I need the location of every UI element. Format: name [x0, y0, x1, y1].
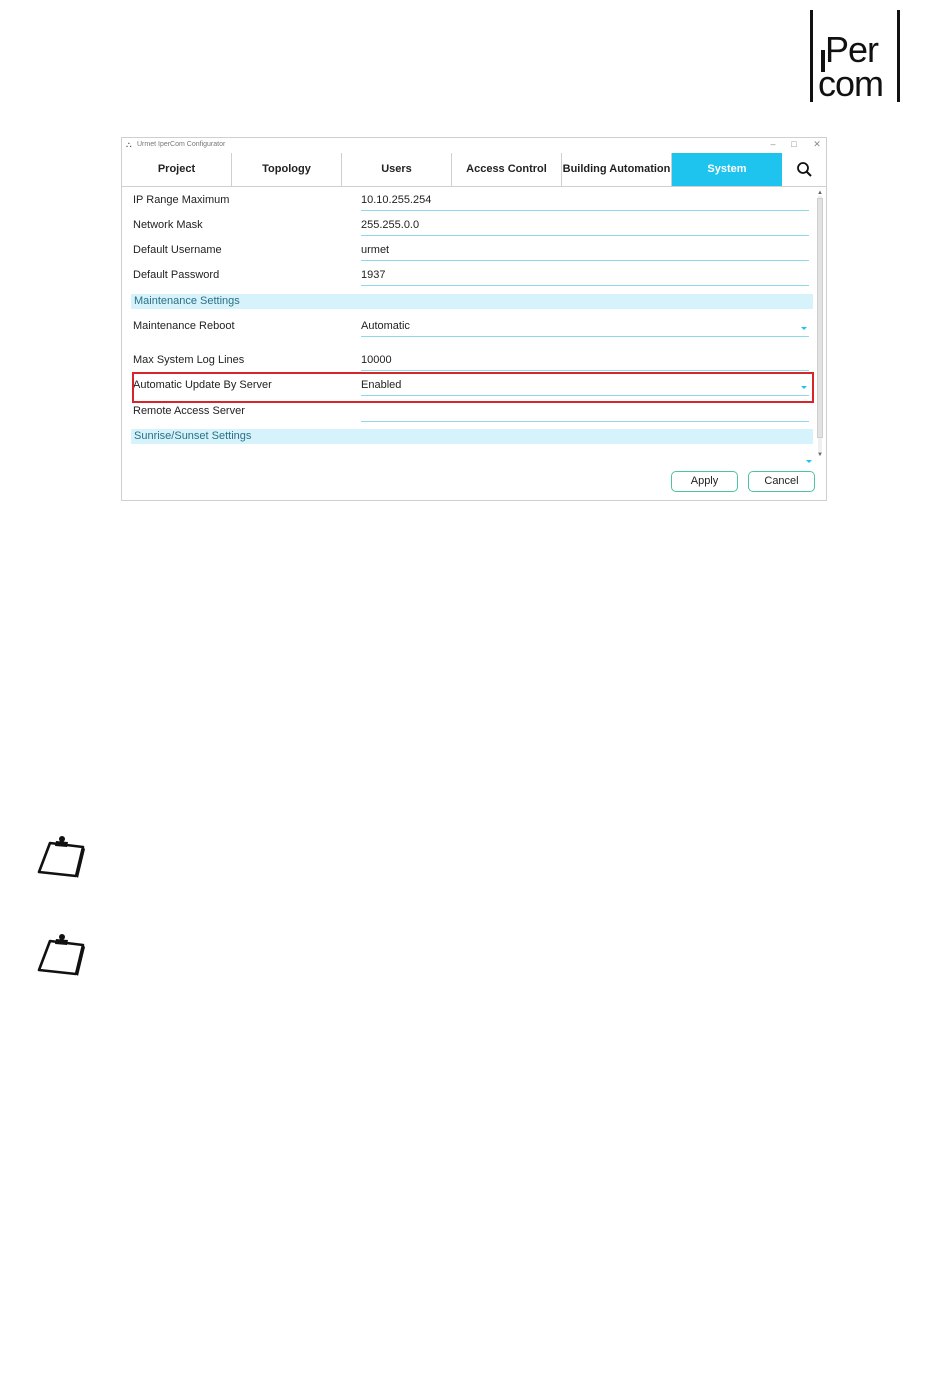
app-icon: ⛬ [126, 140, 132, 149]
max-log-lines-label: Max System Log Lines [133, 354, 245, 366]
configurator-window [121, 137, 827, 501]
logo-text-com: com [818, 63, 884, 104]
apply-button[interactable]: Apply [671, 471, 738, 492]
default-username-label: Default Username [133, 244, 222, 256]
scroll-thumb[interactable] [817, 198, 823, 438]
remote-access-server-label: Remote Access Server [133, 405, 245, 417]
maintenance-reboot-select[interactable] [361, 320, 809, 337]
row-network-mask [133, 215, 813, 237]
default-password-input[interactable]: 1937 [361, 269, 809, 286]
row-default-username [133, 240, 813, 262]
network-mask-label: Network Mask [133, 219, 203, 231]
logo-right-bar [897, 10, 900, 102]
scroll-down-icon[interactable]: ▼ [817, 452, 823, 458]
row-ip-range-maximum [133, 190, 813, 212]
tab-access-control[interactable]: Access Control [452, 153, 562, 186]
cancel-button[interactable]: Cancel [748, 471, 815, 492]
row-default-password [133, 265, 813, 287]
maintenance-settings-header: Maintenance Settings [131, 294, 813, 309]
chevron-down-icon [806, 460, 812, 463]
note-clipboard-icon [36, 933, 86, 979]
ip-range-maximum-input[interactable]: 10.10.255.254 [361, 194, 809, 211]
tab-bar [122, 153, 827, 187]
maintenance-reboot-label: Maintenance Reboot [133, 320, 235, 332]
tab-users[interactable]: Users [342, 153, 452, 186]
default-username-input[interactable]: urmet [361, 244, 809, 261]
maximize-button[interactable]: □ [791, 139, 797, 149]
logo-text-per: Per [825, 29, 879, 70]
title-bar [122, 138, 826, 153]
minimize-button[interactable]: – [770, 139, 776, 149]
logo-left-bar [810, 10, 813, 102]
note-clipboard-icon [36, 835, 86, 881]
ipercom-logo [810, 10, 902, 104]
tab-topology[interactable]: Topology [232, 153, 342, 186]
sunrise-sunset-settings-header: Sunrise/Sunset Settings [131, 429, 813, 444]
tab-project[interactable]: Project [122, 153, 232, 186]
search-button[interactable] [782, 153, 827, 186]
tab-building-automation[interactable]: Building Automation [562, 153, 672, 186]
search-icon [782, 153, 827, 186]
remote-access-server-input[interactable] [361, 405, 809, 422]
chevron-down-icon [801, 327, 807, 330]
network-mask-input[interactable]: 255.255.0.0 [361, 219, 809, 236]
maintenance-reboot-value: Automatic [361, 320, 410, 332]
ip-range-maximum-label: IP Range Maximum [133, 194, 230, 206]
automatic-update-label: Automatic Update By Server [133, 379, 272, 391]
tab-system[interactable]: System [672, 153, 782, 186]
default-password-label: Default Password [133, 269, 220, 281]
scroll-up-icon[interactable]: ▲ [817, 190, 823, 196]
close-button[interactable]: ✕ [813, 139, 821, 149]
row-maintenance-reboot [133, 316, 813, 338]
row-max-system-log-lines [133, 350, 813, 372]
highlight-box [132, 372, 814, 403]
row-remote-access-server [133, 401, 813, 423]
automatic-update-value: Enabled [361, 379, 402, 391]
vertical-scrollbar[interactable] [816, 190, 824, 460]
max-log-lines-input[interactable]: 10000 [361, 354, 809, 371]
window-title: Urmet IperCom Configurator [137, 141, 226, 148]
